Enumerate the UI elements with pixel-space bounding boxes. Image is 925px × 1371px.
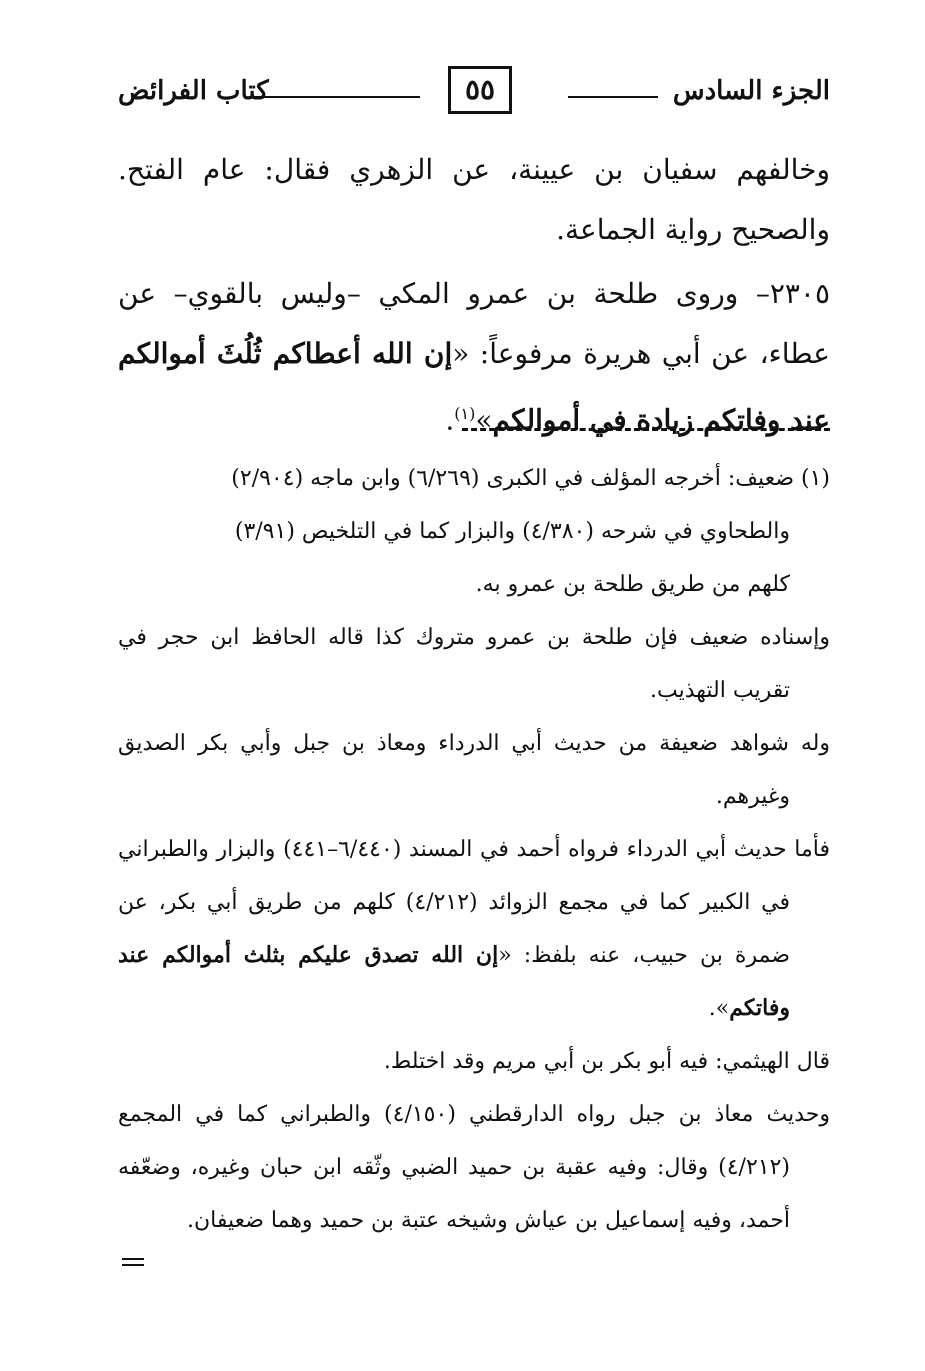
book-title: كتاب الفرائض <box>118 76 269 106</box>
footnote-1-line-1: (١) ضعيف: أخرجه المؤلف في الكبرى (٦/٢٦٩) وابن ماجه (٢/٩٠٤) <box>231 466 830 491</box>
paragraph-1: وخالفهم سفيان بن عيينة، عن الزهري فقال: عام الفتح. والصحيح رواية الجماعة. <box>118 153 830 246</box>
footnote-isnad: وإسناده ضعيف فإن طلحة بن عمرو متروك كذا قاله الحافظ ابن حجر في تقريب التهذيب. <box>118 625 830 703</box>
page-number-box <box>448 66 512 114</box>
hadith-close-quote: » <box>475 403 493 437</box>
abu-darda-close: ». <box>708 996 730 1021</box>
footnote-1-line-2: والطحاوي في شرحه (٤/٣٨٠) والبزار كما في التلخيص (٣/٩١) <box>234 519 790 544</box>
paragraph-end: . <box>445 403 455 437</box>
abu-darda-text: فأما حديث أبي الدرداء فرواه أحمد في المسند (٦/٤٤٠–٤٤١) والبزار والطبراني في الكبير كما في مجمع الزوائد (٤/٢١٢) كلهم من طريق أبي بكر، عن ضمرة بن حبيب، عنه بلفظ: « <box>118 837 830 968</box>
continuation-mark <box>122 1258 144 1270</box>
hadith-text: إن الله أعطاكم ثُلُثَ أموالكم عند وفاتكم زيادة في أموالكم <box>118 337 830 437</box>
footnote-abu-darda <box>118 823 830 1035</box>
page-header <box>118 60 830 120</box>
narration-intro: ٢٣٠٥– وروى طلحة بن عمرو المكي –وليس بالقوي– عن عطاء، عن أبي هريرة مرفوعاً: « <box>118 277 830 370</box>
footnote-haythami: قال الهيثمي: فيه أبو بكر بن أبي مريم وقد اختلط. <box>383 1049 830 1074</box>
header-rule-right <box>568 96 658 98</box>
abu-darda-hadith: إن الله تصدق عليكم بثلث أموالكم عند وفاتكم <box>118 942 790 1021</box>
paragraph-2305 <box>118 264 830 450</box>
footnote-shawahid: وله شواهد ضعيفة من حديث أبي الدرداء ومعاذ بن جبل وأبي بكر الصديق وغيرهم. <box>118 731 830 809</box>
footnote-1-line-3: كلهم من طريق طلحة بن عمرو به. <box>475 572 790 597</box>
footnote-separator <box>462 428 830 431</box>
main-text <box>118 140 830 454</box>
footnotes <box>118 452 830 1247</box>
volume-title: الجزء السادس <box>672 76 830 106</box>
footnote-muadh: وحديث معاذ بن جبل رواه الدارقطني (٤/١٥٠) والطبراني كما في المجمع (٤/٢١٢) وقال: وفيه عقبة بن حميد الضبي وثّقه ابن حبان وغيره، وضعّفه أحمد، وفيه إسماعيل بن عياش وشيخه عتبة بن حميد وهما ضعيفان. <box>118 1102 831 1233</box>
page-number: ٥٥ <box>464 73 496 106</box>
footnote-ref: (١) <box>454 404 476 423</box>
header-rule-left <box>250 96 420 98</box>
